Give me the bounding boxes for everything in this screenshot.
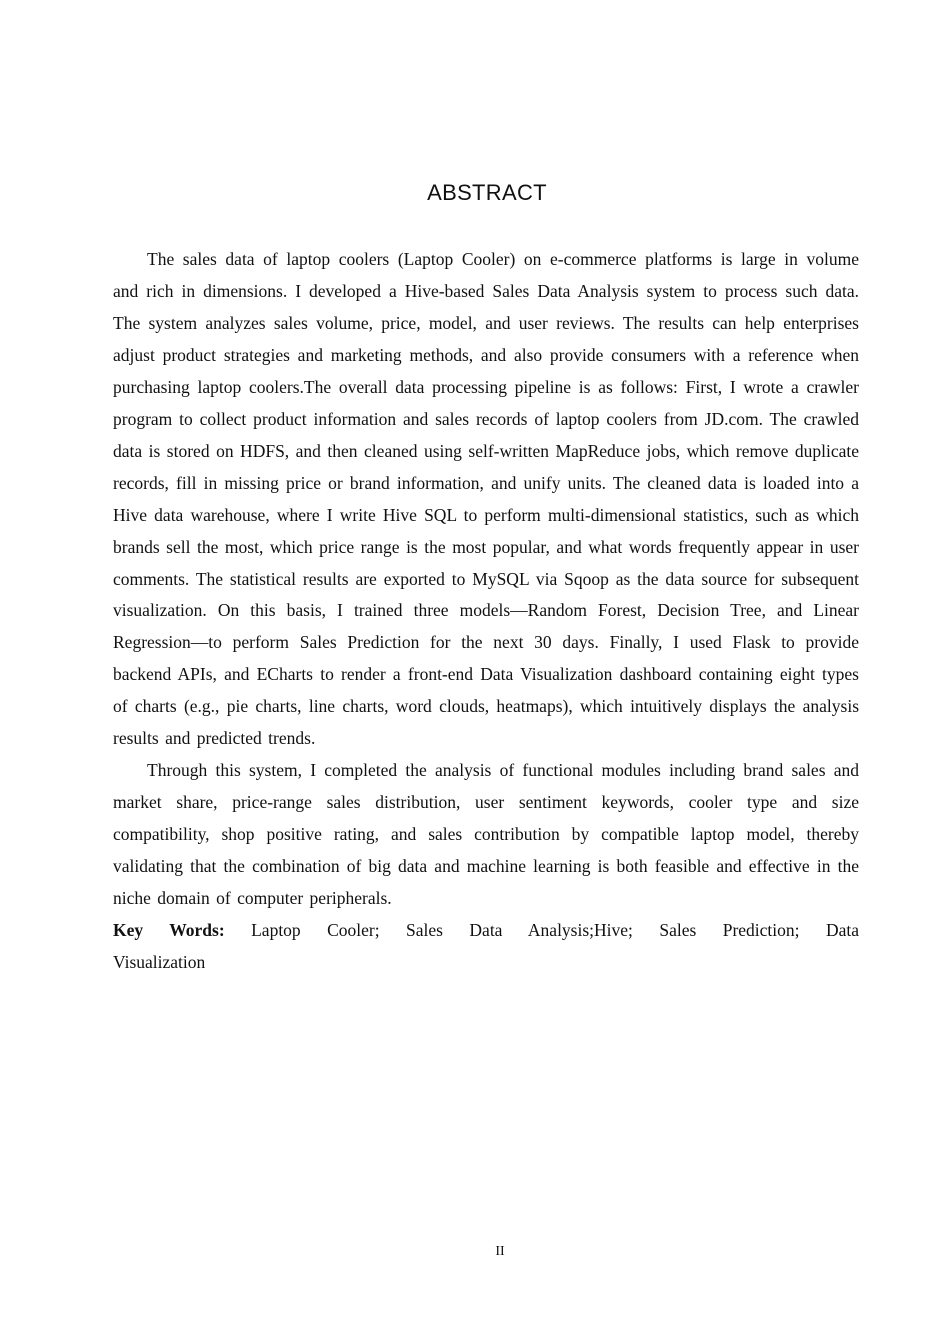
keywords-continuation: Visualization [113,951,206,972]
keywords-label: Key Words: [113,920,225,941]
keywords-list: Laptop Cooler; Sales Data Analysis;Hive; Sales Prediction; Data [251,920,859,941]
abstract-paragraph-2: Through this system, I completed the analysis of functional modules including brand sales and market share, price-range sales distribution, user sentiment keywords, cooler type and size compatibility, shop positive rating, and sales contribution by compatible laptop model, thereby validating that the combination of big data and machine learning is both feasible and effective in the niche domain of computer peripherals. [113,760,859,909]
keywords-line [113,915,859,947]
abstract-body [113,244,859,979]
abstract-paragraph-1: The sales data of laptop coolers (Laptop Cooler) on e-commerce platforms is large in volume and rich in dimensions. I developed a Hive-based Sales Data Analysis system to process such data. The system analyzes sales volume, price, model, and user reviews. The results can help enterprises adjust product strategies and marketing methods, and also provide consumers with a reference when purchasing laptop coolers.The overall data processing pipeline is as follows: First, I wrote a crawler program to collect product information and sales records of laptop coolers from JD.com. The crawled data is stored on HDFS, and then cleaned using self-written MapReduce jobs, which remove duplicate records, fill in missing price or brand information, and unify units. The cleaned data is loaded into a Hive data warehouse, where I write Hive SQL to perform multi-dimensional statistics, such as which brands sell the most, which price range is the most popular, and what words frequently appear in user comments. The statistical results are exported to MySQL via Sqoop as the data source for subsequent visualization. On this basis, I trained three models—Random Forest, Decision Tree, and Linear Regression—to perform Sales Prediction for the next 30 days. Finally, I used Flask to provide backend APIs, and ECharts to render a front-end Data Visualization dashboard containing eight types of charts (e.g., pie charts, line charts, word clouds, heatmaps), which intuitively displays the analysis results and predicted trends. [113,249,859,749]
page-number: II [495,1244,505,1259]
abstract-title: ABSTRACT [427,180,547,205]
